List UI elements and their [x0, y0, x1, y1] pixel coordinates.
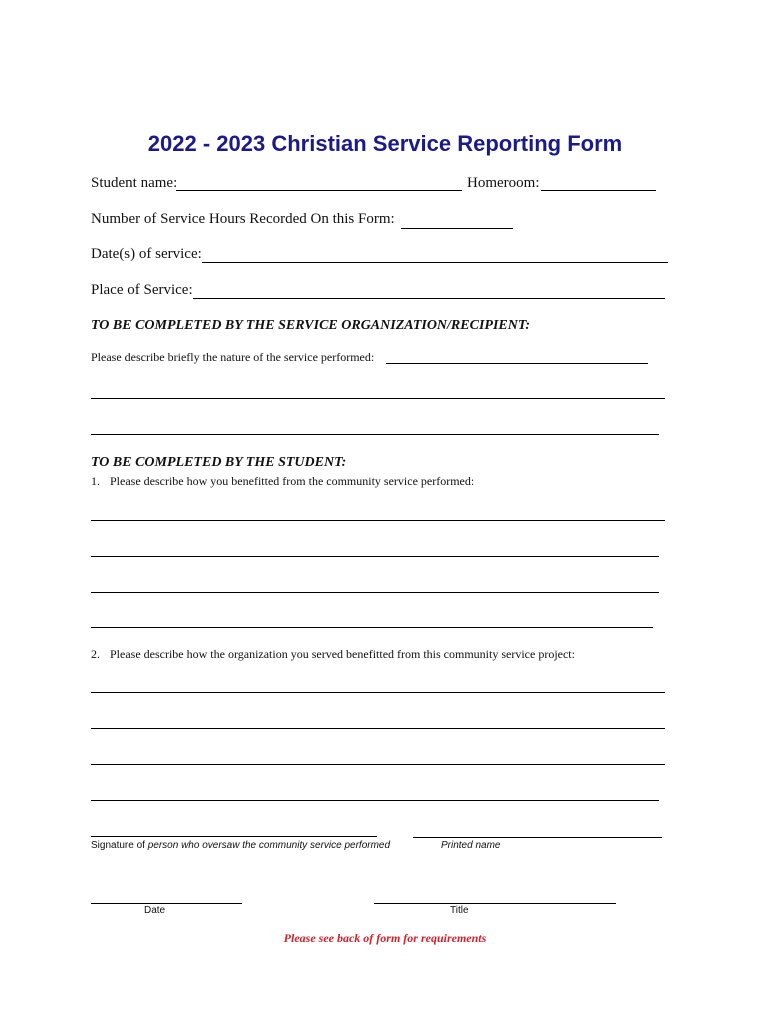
- question-1-answer-line: [91, 556, 659, 557]
- printed-name-field[interactable]: [415, 820, 660, 836]
- question-2-answer-line: [91, 800, 659, 801]
- signature-line: [91, 836, 377, 837]
- question-2-answer-line: [91, 764, 665, 765]
- question-2-text: Please describe how the organization you served benefitted from this community service project:: [110, 647, 575, 661]
- requirements-note: Please see back of form for requirements: [283, 931, 487, 945]
- dates-line: [202, 262, 668, 263]
- question-1-answer-field[interactable]: [93, 610, 651, 626]
- question-2-answer-line: [91, 692, 665, 693]
- organization-answer-field[interactable]: [388, 347, 646, 363]
- question-1-answer-line: [91, 592, 659, 593]
- date-caption: Date: [144, 905, 166, 916]
- homeroom-label: Homeroom:: [467, 175, 540, 191]
- service-hours-label: Number of Service Hours Recorded On this Form:: [91, 211, 395, 227]
- title-field[interactable]: [376, 886, 614, 902]
- student-name-line: [176, 190, 462, 191]
- question-2-answer-line: [91, 728, 665, 729]
- service-hours-line: [401, 228, 513, 229]
- question-1-answer-field[interactable]: [93, 575, 657, 591]
- place-line: [193, 298, 665, 299]
- signature-caption: Signature of person who oversaw the community service performed: [91, 840, 391, 851]
- organization-answer-line: [386, 363, 648, 364]
- question-1-answer-field[interactable]: [93, 503, 663, 519]
- student-name-field[interactable]: [178, 173, 460, 189]
- question-1-answer-field[interactable]: [93, 539, 657, 555]
- date-line: [91, 903, 242, 904]
- question-1-answer-line: [91, 520, 665, 521]
- organization-prompt: Please describe briefly the nature of the service performed:: [91, 350, 375, 364]
- homeroom-line: [541, 190, 656, 191]
- organization-answer-field[interactable]: [93, 417, 657, 433]
- question-2-answer-field[interactable]: [93, 783, 657, 799]
- service-hours-field[interactable]: [403, 211, 511, 227]
- homeroom-field[interactable]: [543, 173, 654, 189]
- printed-name-line: [413, 837, 662, 838]
- student-section-heading: TO BE COMPLETED BY THE STUDENT:: [91, 455, 347, 470]
- organization-answer-line: [91, 398, 665, 399]
- printed-name-caption: Printed name: [441, 840, 501, 851]
- organization-section-heading: TO BE COMPLETED BY THE SERVICE ORGANIZATION/RECIPIENT:: [91, 318, 531, 333]
- question-2-answer-field[interactable]: [93, 747, 663, 763]
- student-name-label: Student name:: [91, 175, 178, 191]
- organization-answer-field[interactable]: [93, 381, 663, 397]
- place-field[interactable]: [195, 281, 663, 297]
- dates-label: Date(s) of service:: [91, 246, 202, 262]
- question-1-answer-line: [91, 627, 653, 628]
- place-label: Place of Service:: [91, 282, 193, 298]
- question-1-text: Please describe how you benefitted from the community service performed:: [110, 474, 475, 488]
- question-2-number: 2.: [91, 647, 100, 661]
- signature-field[interactable]: [93, 819, 375, 835]
- dates-field[interactable]: [204, 245, 666, 261]
- title-caption: Title: [450, 905, 469, 916]
- organization-answer-line: [91, 434, 659, 435]
- question-2-answer-field[interactable]: [93, 675, 663, 691]
- question-2-answer-field[interactable]: [93, 711, 663, 727]
- question-1-number: 1.: [91, 474, 100, 488]
- title-line: [374, 903, 616, 904]
- form-title: 2022 - 2023 Christian Service Reporting Form: [147, 131, 623, 156]
- date-field[interactable]: [93, 886, 240, 902]
